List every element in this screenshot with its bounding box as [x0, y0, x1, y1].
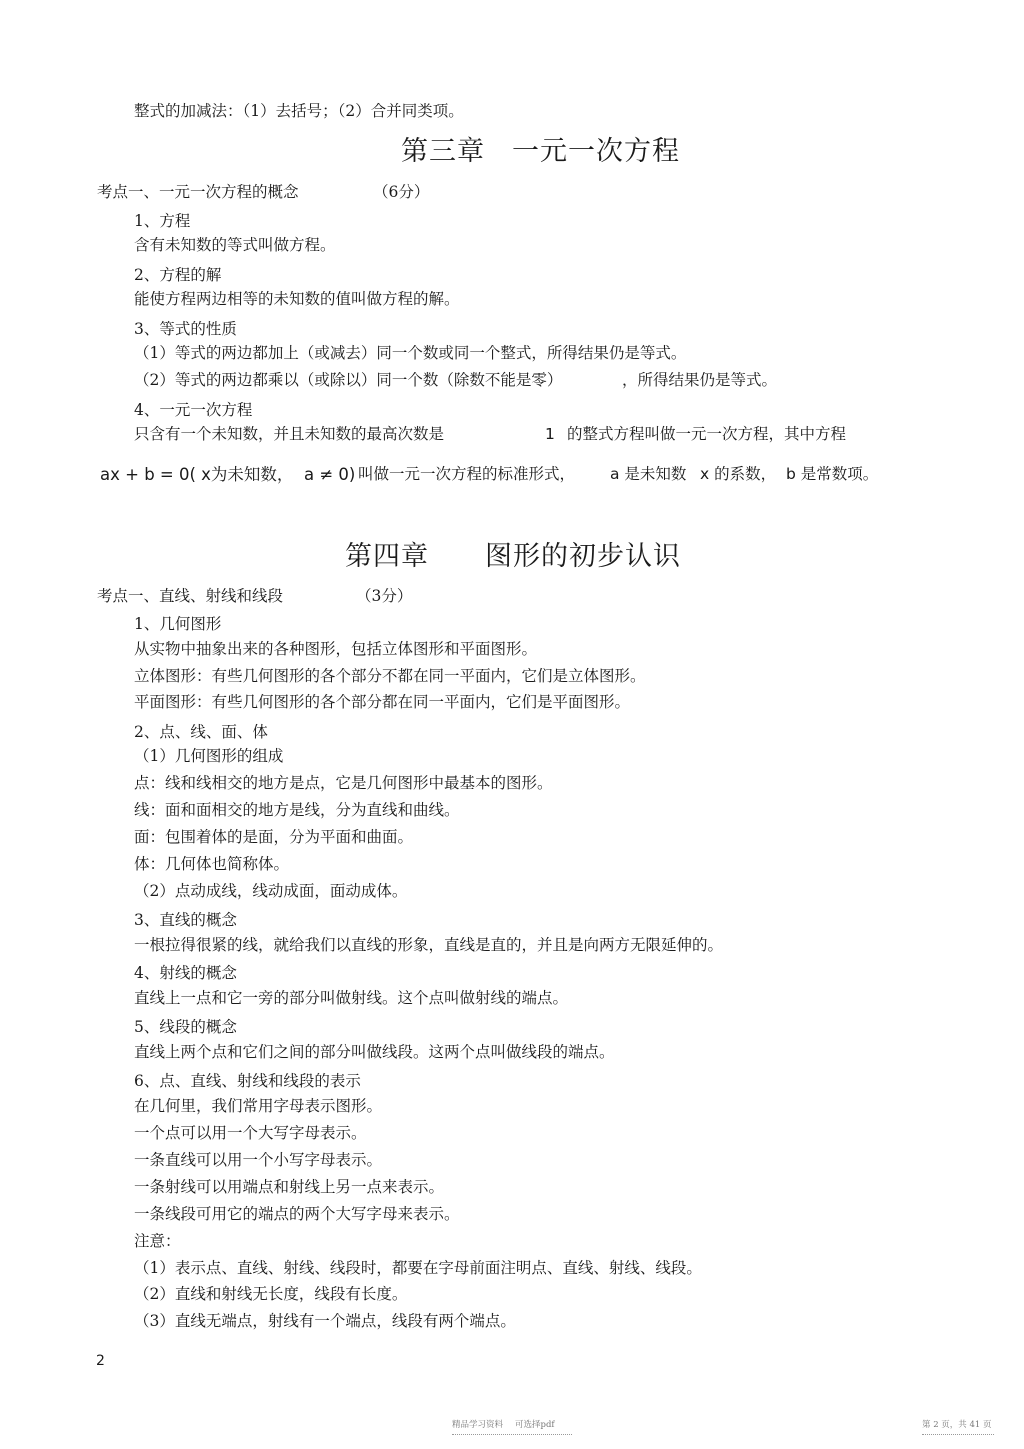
- paragraph: （1）几何图形的组成: [134, 747, 284, 765]
- paragraph: 点：线和线相交的地方是点，它是几何图形中最基本的图形。: [134, 774, 553, 792]
- chapter4-kaodian: 考点一、直线、射线和线段: [97, 587, 284, 605]
- paragraph: 一个点可以用一个大写字母表示。: [134, 1124, 367, 1142]
- page-number: 2: [96, 1353, 105, 1369]
- paragraph: 体：几何体也简称体。: [134, 855, 290, 873]
- section-title: 3、等式的性质: [134, 320, 237, 338]
- section-title: 4、一元一次方程: [134, 401, 253, 419]
- formula-description: a 是未知数: [610, 465, 687, 483]
- section-title: 2、方程的解: [134, 266, 222, 284]
- paragraph: 从实物中抽象出来的各种图形，包括立体图形和平面图形。: [134, 640, 538, 658]
- note-item: （3）直线无端点，射线有一个端点，线段有两个端点。: [134, 1312, 516, 1330]
- note-item: （1）表示点、直线、射线、线段时，都要在字母前面注明点、直线、射线、线段。: [134, 1259, 702, 1277]
- paragraph: 只含有一个未知数，并且未知数的最高次数是: [134, 425, 445, 443]
- paragraph: 一根拉得很紧的线，就给我们以直线的形象，直线是直的，并且是向两方无限延伸的。: [134, 936, 724, 954]
- paragraph: 直线上两个点和它们之间的部分叫做线段。这两个点叫做线段的端点。: [134, 1043, 615, 1061]
- formula-description: x 的系数，: [700, 465, 777, 483]
- section-title: 3、直线的概念: [134, 911, 237, 929]
- chapter4-title: 图形的初步认识: [485, 541, 681, 572]
- formula-condition: a ≠ 0): [304, 465, 356, 484]
- paragraph: 立体图形：有些几何图形的各个部分不都在同一平面内，它们是立体图形。: [134, 667, 646, 685]
- chapter3-title: 一元一次方程: [512, 136, 680, 167]
- note-label: 注意：: [134, 1232, 181, 1250]
- paragraph: 在几何里，我们常用字母表示图形。: [134, 1097, 383, 1115]
- footer-page-count: 第 2 页，共 41 页: [922, 1420, 992, 1430]
- chapter4-number: 第四章: [345, 541, 429, 572]
- paragraph: 含有未知数的等式叫做方程。: [134, 236, 336, 254]
- section-title: 5、线段的概念: [134, 1018, 237, 1036]
- paragraph: 能使方程两边相等的未知数的值叫做方程的解。: [134, 290, 460, 308]
- note-item: （2）直线和射线无长度，线段有长度。: [134, 1285, 408, 1303]
- footer-divider: [922, 1434, 994, 1435]
- footer-divider: [452, 1434, 572, 1435]
- formula-description: 叫做一元一次方程的标准形式，: [358, 465, 576, 483]
- footer-left-a: 精品学习资料: [452, 1420, 504, 1430]
- footer-left-b: 可选择pdf: [515, 1420, 555, 1430]
- section-title: 1、方程: [134, 212, 191, 230]
- paragraph: 一条线段可用它的端点的两个大写字母来表示。: [134, 1205, 460, 1223]
- intro-line: 整式的加减法：（1）去括号；（2）合并同类项。: [134, 102, 464, 120]
- formula-standard-form: ax + b = 0( x为未知数，: [100, 465, 294, 484]
- paragraph: 的整式方程叫做一元一次方程，其中方程: [567, 425, 847, 443]
- paragraph: 面：包围着体的是面，分为平面和曲面。: [134, 828, 414, 846]
- paragraph-number: 1: [545, 425, 555, 443]
- paragraph: （2）等式的两边都乘以（或除以）同一个数（除数不能是零）: [134, 371, 563, 389]
- section-title: 4、射线的概念: [134, 964, 237, 982]
- chapter3-number: 第三章: [401, 136, 485, 167]
- chapter3-kaodian: 考点一、一元一次方程的概念: [97, 183, 299, 201]
- paragraph: 一条直线可以用一个小写字母表示。: [134, 1151, 383, 1169]
- paragraph: 线：面和面相交的地方是线，分为直线和曲线。: [134, 801, 460, 819]
- paragraph: ，所得结果仍是等式。: [622, 371, 778, 389]
- paragraph: （2）点动成线，线动成面，面动成体。: [134, 882, 408, 900]
- chapter4-kaodian-score: （3分）: [356, 587, 413, 605]
- section-title: 1、几何图形: [134, 615, 222, 633]
- section-title: 2、点、线、面、体: [134, 723, 268, 741]
- paragraph: 一条射线可以用端点和射线上另一点来表示。: [134, 1178, 445, 1196]
- paragraph: （1）等式的两边都加上（或减去）同一个数或同一个整式，所得结果仍是等式。: [134, 344, 687, 362]
- paragraph: 直线上一点和它一旁的部分叫做射线。这个点叫做射线的端点。: [134, 989, 569, 1007]
- paragraph: 平面图形：有些几何图形的各个部分都在同一平面内，它们是平面图形。: [134, 693, 631, 711]
- formula-description: b 是常数项。: [786, 465, 879, 483]
- section-title: 6、点、直线、射线和线段的表示: [134, 1072, 361, 1090]
- chapter3-kaodian-score: （6分）: [373, 183, 430, 201]
